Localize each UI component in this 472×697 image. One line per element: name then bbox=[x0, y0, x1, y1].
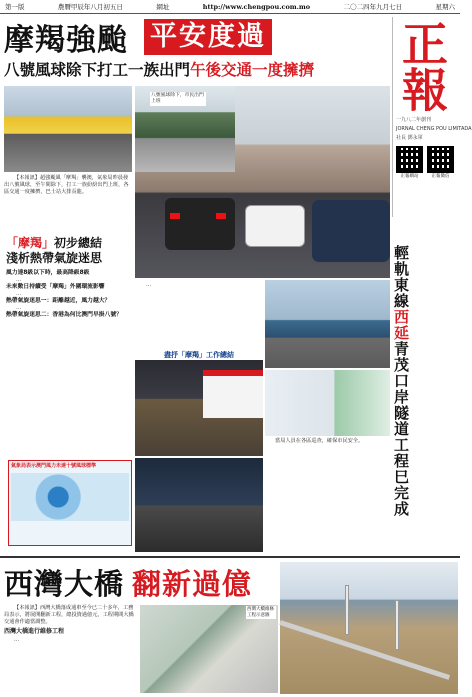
masthead-sub-3: 社長 鄧永軍 bbox=[396, 135, 423, 141]
issue-date: 二〇二四年九月七日 bbox=[343, 3, 403, 11]
lead-headline-part2: 平安度過 bbox=[144, 19, 272, 55]
sidebar-bullet-4: 熱帶氣旋迷思二：香港為何比澳門早掛八號？ bbox=[6, 312, 122, 318]
lead-subhead-part2: 午後交通一度擁擠 bbox=[190, 60, 315, 79]
tail-light-left bbox=[170, 213, 180, 219]
bridge-headline bbox=[4, 562, 276, 602]
weekday: 星期六 bbox=[435, 3, 455, 11]
sidebar-bullet-1: 風力達8級以下時，最高降級8級 bbox=[6, 270, 90, 276]
sidebar-bullet-3: 熱帶氣旋迷思一：距離越近，風力越大？ bbox=[6, 298, 111, 304]
bridge-body: 【本報訊】西灣大橋落成通車至今已二十多年，工務局表示，將展開翻新工程，總投資過億元，工程期間大橋交通會作適當調整。 西灣大橋進行維修工程 … bbox=[4, 605, 136, 693]
vertical-story bbox=[392, 245, 458, 545]
lead-subhead bbox=[4, 58, 390, 84]
site-label: 網址 bbox=[156, 3, 170, 11]
sidebar-title-part2: 初步總結 bbox=[54, 236, 103, 250]
lead-subhead-part1: 八號風球除下打工一族出門 bbox=[4, 60, 191, 79]
masthead bbox=[392, 17, 472, 217]
car-black bbox=[165, 198, 235, 250]
car-blue bbox=[312, 200, 390, 262]
street-night-photo bbox=[135, 458, 263, 552]
sidebar-title-line2: 淺析熱帶氣旋迷思 bbox=[6, 251, 103, 265]
right-story-caption: 當局人員在各區巡查，確保市民安全。 bbox=[275, 438, 364, 444]
infographic-title: 氣象局表示澳門風力未達十號風球標準 bbox=[11, 463, 97, 469]
vertical-title-part1: 輕軌東線 bbox=[392, 245, 410, 309]
section-divider bbox=[0, 556, 460, 558]
right-body bbox=[265, 438, 390, 550]
lead-headline-part1: 摩羯強颱 bbox=[4, 23, 128, 58]
page-label: 第一版 bbox=[5, 3, 25, 11]
site-url[interactable]: http://www.chengpou.com.mo bbox=[202, 2, 311, 11]
website-qr-icon[interactable] bbox=[396, 146, 423, 173]
masthead-sub-1: 一九八二年創刊 bbox=[396, 117, 432, 123]
bridge-headline-part2: 翻新過億 bbox=[132, 566, 253, 601]
lead-headline bbox=[4, 17, 390, 57]
qr-caption-1: 正報網站 bbox=[400, 174, 419, 179]
masthead-sub-2: JORNAL CHENG POU LIMITADA bbox=[396, 126, 472, 132]
lead-body bbox=[4, 175, 132, 233]
sidebar-headline bbox=[6, 236, 132, 266]
bridge-tower-2 bbox=[395, 600, 399, 650]
lunar-date: 農曆甲辰年八月初五日 bbox=[57, 3, 123, 11]
vertical-title-part3: 青茂口岸 bbox=[392, 341, 410, 405]
bridge-headline-part1: 西灣大橋 bbox=[4, 566, 125, 601]
typhoon-map-icon bbox=[11, 473, 129, 521]
car-white bbox=[245, 205, 305, 247]
qr-caption-2: 正報微信 bbox=[431, 174, 450, 179]
sidebar-bullet-2: 未來數日持續受「摩羯」外圍環流影響 bbox=[6, 284, 105, 290]
vertical-title-part2: 西延 bbox=[392, 309, 410, 341]
mountain-caption: 八號風球除下，市民出門上班 bbox=[150, 92, 206, 106]
top-bar bbox=[0, 0, 460, 14]
qr-codes bbox=[396, 146, 458, 179]
bridge-body-text: 【本報訊】西灣大橋落成通車至今已二十多年，工務局表示，將展開翻新工程，總投資過億元，工程期間大橋交通會作適當調整。 bbox=[4, 605, 134, 625]
lead-body-text: 【本報訊】超強颱風「摩羯」襲澳，氣象局昨晨發出八號風球，至午間除下，打工一族紛紛出門上班，各區交通一度擁擠，巴士站大排長龍。 bbox=[4, 175, 129, 195]
bridge-tower-1 bbox=[345, 585, 349, 635]
typhoon-infographic bbox=[8, 460, 132, 546]
vertical-story-title bbox=[392, 245, 410, 535]
city-street-photo bbox=[265, 280, 390, 368]
police-story-head: 盡抒「摩羯」工作總結 bbox=[164, 351, 234, 359]
middle-body: … bbox=[146, 282, 152, 288]
police-van bbox=[203, 370, 263, 418]
sidebar-body: 風力達8級以下時，最高降級8級 … 未來數日持續受「摩羯」外圍環流影響 … 熱帶氣旋迷思一：距離越近，風力越大？ … 熱帶氣旋迷思二：香港為何比澳門早掛八號？ bbox=[6, 270, 132, 456]
sidebar-title-part1: 「摩羯」 bbox=[6, 236, 55, 250]
tail-light-right bbox=[216, 213, 226, 219]
bus-stop-photo bbox=[4, 86, 132, 172]
vertical-title-part4: 隧道工程巳完成 bbox=[392, 405, 410, 517]
masthead-logo: 正報 bbox=[395, 20, 449, 112]
press-conference-photo bbox=[265, 370, 390, 436]
aerial-tag: 西灣大橋維修工程示意圖 bbox=[247, 607, 274, 618]
bridge-subsection: 西灣大橋進行維修工程 bbox=[4, 628, 65, 635]
wechat-qr-icon[interactable] bbox=[427, 146, 454, 173]
